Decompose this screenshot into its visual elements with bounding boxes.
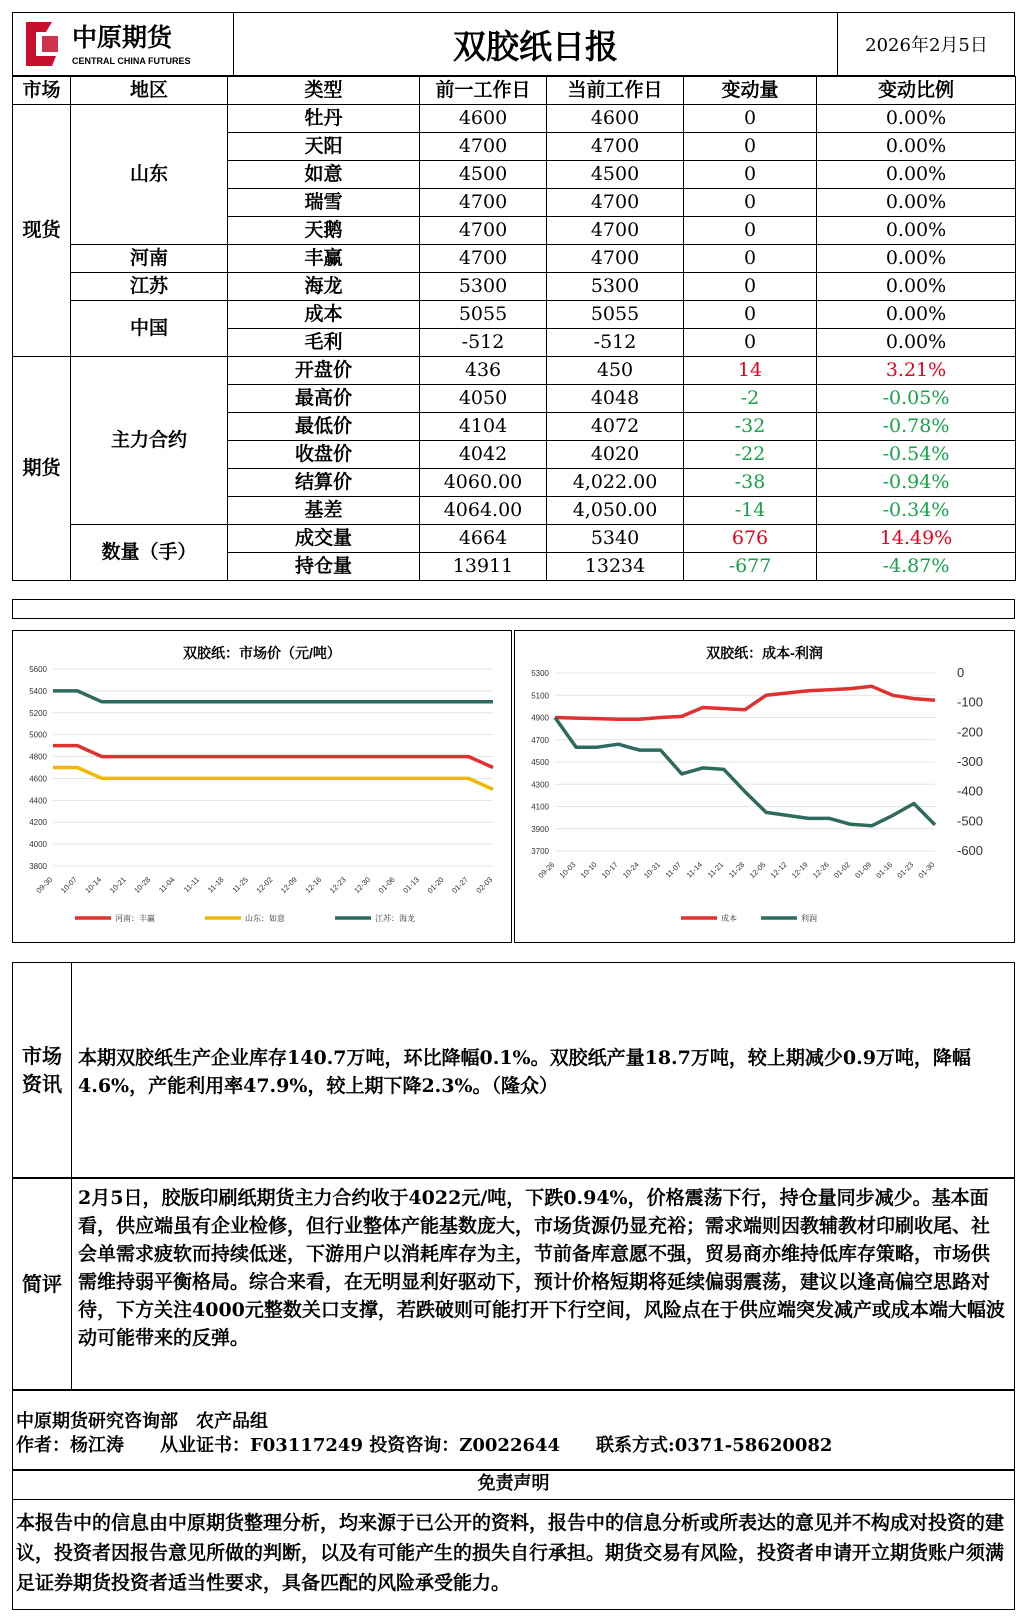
x-tick-label: 12-23 <box>327 875 348 895</box>
pct-cell: 0.00% <box>817 189 1016 217</box>
curr-cell: 4600 <box>547 105 684 133</box>
type-cell: 开盘价 <box>228 357 420 385</box>
chg-cell: -22 <box>684 441 817 469</box>
x-tick-label: 01-16 <box>874 860 895 880</box>
type-cell: 成交量 <box>228 525 420 553</box>
pct-cell: 0.00% <box>817 301 1016 329</box>
x-tick-label: 12-05 <box>747 860 768 880</box>
curr-cell: 4700 <box>547 133 684 161</box>
x-tick-label: 10-31 <box>642 860 662 880</box>
curr-cell: -512 <box>547 329 684 357</box>
series-line <box>53 746 493 768</box>
chg-cell: 0 <box>684 105 817 133</box>
series-line <box>555 686 935 719</box>
report-date: 2026年2月5日 <box>865 35 988 56</box>
type-cell: 基差 <box>228 497 420 525</box>
chg-cell: -38 <box>684 469 817 497</box>
col-header: 变动比例 <box>817 77 1016 105</box>
prev-cell: 5055 <box>420 301 547 329</box>
x-tick-label: 12-16 <box>303 875 324 895</box>
prev-cell: 4060.00 <box>420 469 547 497</box>
prev-cell: 4700 <box>420 133 547 161</box>
x-tick-label: 12-26 <box>810 860 831 880</box>
author-line: 作者：杨江涛 从业证书：F03117249 投资咨询：Z0022644 联系方式:0371-58620082 <box>16 1435 833 1456</box>
type-cell: 如意 <box>228 161 420 189</box>
logo <box>12 12 234 76</box>
prev-cell: 4600 <box>420 105 547 133</box>
pct-cell: 3.21% <box>817 357 1016 385</box>
prev-cell: 4700 <box>420 189 547 217</box>
x-tick-label: 09-30 <box>34 875 55 895</box>
chg-cell: 0 <box>684 329 817 357</box>
pct-cell: 0.00% <box>817 245 1016 273</box>
type-cell: 收盘价 <box>228 441 420 469</box>
market-spot-label: 现货 <box>13 105 71 357</box>
x-tick-label: 11-28 <box>726 860 747 880</box>
x-tick-label: 01-20 <box>425 875 446 895</box>
pct-cell: -0.78% <box>817 413 1016 441</box>
report-title: 双胶纸日报 <box>234 12 838 76</box>
chg-cell: 0 <box>684 217 817 245</box>
col-header: 地区 <box>71 77 228 105</box>
curr-cell: 13234 <box>547 553 684 581</box>
x-tick-label: 10-07 <box>58 875 79 895</box>
table-row <box>13 525 1016 553</box>
x-tick-label: 11-14 <box>684 860 705 880</box>
x-tick-label: 11-18 <box>205 875 226 895</box>
curr-cell: 4,022.00 <box>547 469 684 497</box>
type-cell: 牡丹 <box>228 105 420 133</box>
disclaimer-text: 本报告中的信息由中原期货整理分析，均来源于已公开的资料，报告中的信息分析或所表达的意见并不构成对投资的建议，投资者因报告意见所做的判断，以及有可能产生的损失自行承担。期货交易有风险，投资者申请开立期货账户须满足证券期货投资者适当性要求，具备匹配的风险承受能力。 <box>16 1512 1005 1594</box>
logo-cn-text: 中原期货 <box>72 23 173 52</box>
x-tick-label: 01-23 <box>895 860 916 880</box>
x-tick-label: 11-07 <box>663 860 684 880</box>
legend-label: 江苏：海龙 <box>375 914 415 923</box>
curr-cell: 4048 <box>547 385 684 413</box>
x-tick-label: 11-25 <box>230 875 250 895</box>
prev-cell: 5300 <box>420 273 547 301</box>
y-tick-label: 5200 <box>29 708 47 718</box>
y-tick-label: 4300 <box>531 780 549 790</box>
legend-label: 利润 <box>801 914 817 923</box>
curr-cell: 4700 <box>547 189 684 217</box>
curr-cell: 5340 <box>547 525 684 553</box>
market-info-text: 本期双胶纸生产企业库存140.7万吨，环比降幅0.1%。双胶纸产量18.7万吨，较上期减少0.9万吨，降幅4.6%，产能利用率47.9%，较上期下降2.3%。（隆众） <box>78 1047 971 1097</box>
y2-tick-label: -100 <box>957 694 984 710</box>
pct-cell: 0.00% <box>817 273 1016 301</box>
x-tick-label: 09-26 <box>536 860 557 880</box>
logo-en-text: CENTRAL CHINA FUTURES <box>72 56 191 66</box>
y-tick-label: 4200 <box>29 818 47 828</box>
curr-cell: 4072 <box>547 413 684 441</box>
type-cell: 毛利 <box>228 329 420 357</box>
y2-tick-label: -200 <box>957 724 984 740</box>
market-futures-label: 期货 <box>13 357 71 581</box>
table-row <box>13 301 1016 329</box>
prev-cell: -512 <box>420 329 547 357</box>
pct-cell: 14.49% <box>817 525 1016 553</box>
x-tick-label: 01-30 <box>916 860 937 880</box>
legend-label: 河南：丰赢 <box>115 914 155 923</box>
chart-svg <box>13 631 513 944</box>
curr-cell: 4,050.00 <box>547 497 684 525</box>
x-tick-label: 11-21 <box>705 860 726 880</box>
market-info-label-text: 市场资讯 <box>22 1044 62 1096</box>
type-cell: 最低价 <box>228 413 420 441</box>
prev-cell: 4700 <box>420 245 547 273</box>
y2-tick-label: -400 <box>957 783 984 799</box>
comment-text: 2月5日，胶版印刷纸期货主力合约收于4022元/吨，下跌0.94%，价格震荡下行，持仓量同步减少。基本面看，供应端虽有企业检修，但行业整体产能基数庞大，市场货源仍显充裕；需求端则因教辅教材印刷收尾、社会单需求疲软而持续低迷，下游用户以消耗库存为主，节前备库意愿不强，贸易商亦维持低库存策略，市场供需维持弱平衡格局。综合来看，在无明显利好驱动下，预计价格短期将延续偏弱震荡，建议以逢高偏空思路对待，下方关注4000元整数关口支撑，若跌破则可能打开下行空间，风险点在于供应端突发减产或成本端大幅波动可能带来的反弹。 <box>78 1187 1005 1349</box>
x-tick-label: 10-14 <box>83 875 104 895</box>
y-tick-label: 5000 <box>29 730 47 740</box>
y-tick-label: 4000 <box>29 840 47 850</box>
col-header: 当前工作日 <box>547 77 684 105</box>
type-cell: 成本 <box>228 301 420 329</box>
y-tick-label: 3700 <box>531 847 549 856</box>
chg-cell: -677 <box>684 553 817 581</box>
type-cell: 最高价 <box>228 385 420 413</box>
region-label: 江苏 <box>71 273 228 301</box>
type-cell: 天鹅 <box>228 217 420 245</box>
x-tick-label: 12-02 <box>254 875 275 895</box>
y-tick-label: 4900 <box>531 713 549 723</box>
pct-cell: 0.00% <box>817 161 1016 189</box>
curr-cell: 450 <box>547 357 684 385</box>
prev-cell: 13911 <box>420 553 547 581</box>
region-label: 中国 <box>71 301 228 357</box>
chg-cell: 0 <box>684 301 817 329</box>
x-tick-label: 11-11 <box>181 875 202 895</box>
y-tick-label: 5100 <box>531 691 549 701</box>
table-row <box>13 273 1016 301</box>
table-header-row <box>13 77 1016 105</box>
chg-cell: 0 <box>684 245 817 273</box>
chart-cost-profit <box>514 630 1015 943</box>
x-tick-label: 12-30 <box>352 875 373 895</box>
y-tick-label: 4500 <box>531 758 549 767</box>
comment-label: 简评 <box>12 1178 72 1390</box>
x-tick-label: 01-02 <box>832 860 852 880</box>
prev-cell: 436 <box>420 357 547 385</box>
curr-cell: 5055 <box>547 301 684 329</box>
pct-cell: -4.87% <box>817 553 1016 581</box>
type-cell: 持仓量 <box>228 553 420 581</box>
chg-cell: 14 <box>684 357 817 385</box>
chart-svg <box>515 631 1016 944</box>
y-tick-label: 4400 <box>29 796 47 806</box>
pct-cell: 0.00% <box>817 217 1016 245</box>
prev-cell: 4064.00 <box>420 497 547 525</box>
y-tick-label: 3800 <box>29 862 47 871</box>
spacer-row <box>12 599 1015 619</box>
y-tick-label: 5400 <box>29 686 47 696</box>
legend-label: 山东：如意 <box>245 914 285 923</box>
type-cell: 丰赢 <box>228 245 420 273</box>
prev-cell: 4500 <box>420 161 547 189</box>
type-cell: 瑞雪 <box>228 189 420 217</box>
prev-cell: 4042 <box>420 441 547 469</box>
y-tick-label: 3900 <box>531 824 549 834</box>
chg-cell: -2 <box>684 385 817 413</box>
series-line <box>53 691 493 702</box>
pct-cell: 0.00% <box>817 133 1016 161</box>
price-table <box>12 76 1016 581</box>
chart-title: 双胶纸：成本-利润 <box>706 645 823 661</box>
x-tick-label: 01-06 <box>376 875 397 895</box>
y2-tick-label: -500 <box>957 813 984 829</box>
author-dept: 中原期货研究咨询部 农产品组 <box>16 1411 268 1432</box>
x-tick-label: 12-12 <box>768 860 789 880</box>
quantity-label: 数量（手） <box>71 525 228 581</box>
y-tick-label: 4600 <box>29 774 47 784</box>
y2-tick-label: 0 <box>957 665 965 680</box>
pct-cell: -0.94% <box>817 469 1016 497</box>
curr-cell: 4020 <box>547 441 684 469</box>
chg-cell: 0 <box>684 133 817 161</box>
pct-cell: 0.00% <box>817 329 1016 357</box>
legend-label: 成本 <box>721 914 737 923</box>
chg-cell: -14 <box>684 497 817 525</box>
prev-cell: 4050 <box>420 385 547 413</box>
region-label: 山东 <box>71 105 228 245</box>
curr-cell: 4700 <box>547 217 684 245</box>
x-tick-label: 12-09 <box>278 875 299 895</box>
main-contract-label: 主力合约 <box>71 357 228 525</box>
table-row <box>13 245 1016 273</box>
y2-tick-label: -300 <box>957 754 984 769</box>
y2-tick-label: -600 <box>957 843 984 858</box>
x-tick-label: 10-28 <box>132 875 153 895</box>
x-tick-label: 02-03 <box>474 875 495 895</box>
x-tick-label: 10-03 <box>557 860 578 880</box>
pct-cell: 0.00% <box>817 105 1016 133</box>
x-tick-label: 10-24 <box>620 860 641 880</box>
x-tick-label: 10-21 <box>107 875 128 895</box>
x-tick-label: 01-27 <box>450 875 470 895</box>
y-tick-label: 4700 <box>531 735 549 745</box>
chart-title: 双胶纸：市场价（元/吨） <box>183 645 341 661</box>
chg-cell: 0 <box>684 273 817 301</box>
series-line <box>555 718 935 826</box>
y-tick-label: 4800 <box>29 752 47 762</box>
y-tick-label: 5600 <box>29 665 47 674</box>
pct-cell: -0.05% <box>817 385 1016 413</box>
chg-cell: -32 <box>684 413 817 441</box>
series-line <box>53 768 493 790</box>
chg-cell: 0 <box>684 161 817 189</box>
chg-cell: 676 <box>684 525 817 553</box>
chart-market-price <box>12 630 512 943</box>
x-tick-label: 01-13 <box>401 875 422 895</box>
curr-cell: 4500 <box>547 161 684 189</box>
col-header: 前一工作日 <box>420 77 547 105</box>
col-header: 变动量 <box>684 77 817 105</box>
table-row <box>13 357 1016 385</box>
logo-mark-icon <box>12 12 234 76</box>
y-tick-label: 4100 <box>531 802 549 812</box>
type-cell: 海龙 <box>228 273 420 301</box>
chg-cell: 0 <box>684 189 817 217</box>
prev-cell: 4664 <box>420 525 547 553</box>
col-header: 市场 <box>13 77 71 105</box>
curr-cell: 4700 <box>547 245 684 273</box>
x-tick-label: 11-04 <box>157 875 177 895</box>
curr-cell: 5300 <box>547 273 684 301</box>
type-cell: 天阳 <box>228 133 420 161</box>
prev-cell: 4700 <box>420 217 547 245</box>
col-header: 类型 <box>228 77 420 105</box>
y-tick-label: 5300 <box>531 669 549 678</box>
x-tick-label: 12-19 <box>789 860 810 880</box>
prev-cell: 4104 <box>420 413 547 441</box>
x-tick-label: 10-10 <box>578 860 599 880</box>
x-tick-label: 01-09 <box>853 860 874 880</box>
disclaimer-title: 免责声明 <box>12 1472 1015 1500</box>
region-label: 河南 <box>71 245 228 273</box>
pct-cell: -0.54% <box>817 441 1016 469</box>
pct-cell: -0.34% <box>817 497 1016 525</box>
x-tick-label: 10-17 <box>599 860 620 880</box>
market-info-label <box>12 962 72 1178</box>
table-row <box>13 105 1016 133</box>
type-cell: 结算价 <box>228 469 420 497</box>
